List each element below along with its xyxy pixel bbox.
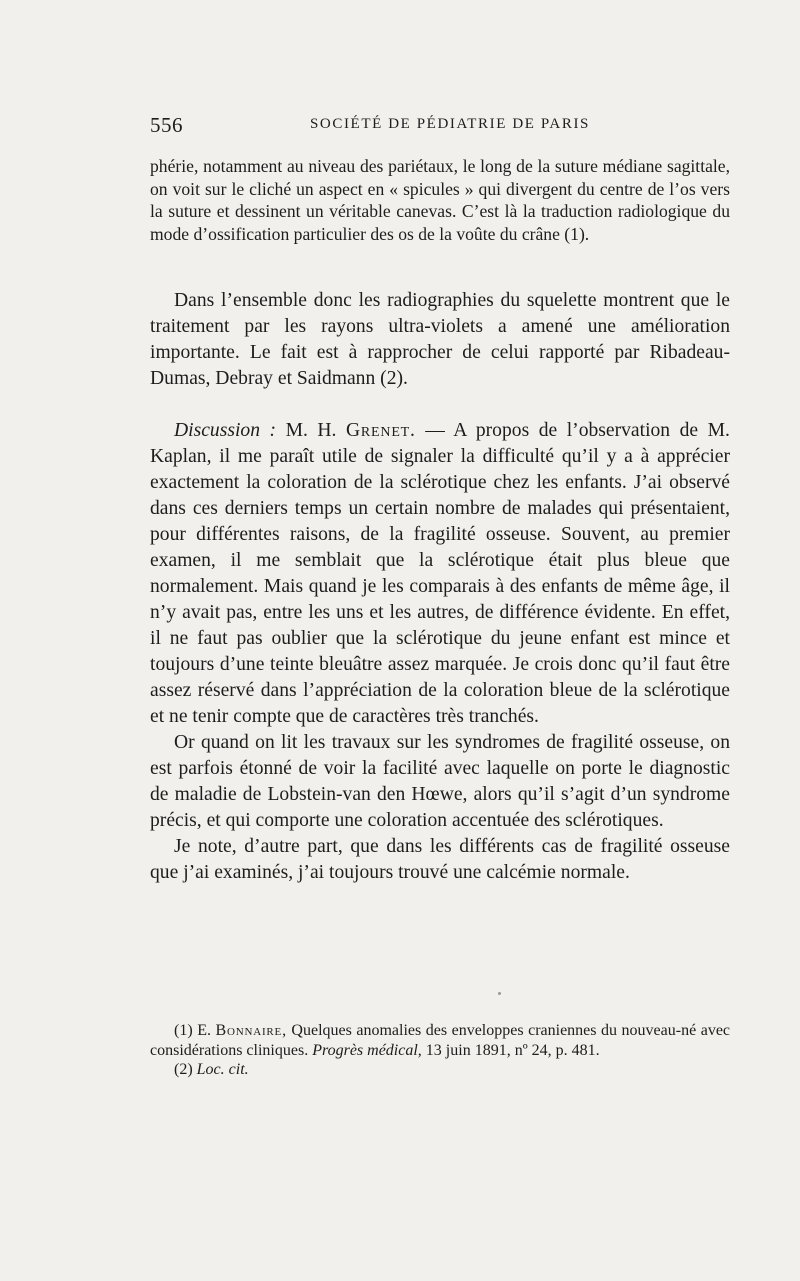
footnote-1	[150, 1021, 730, 1060]
page-number: 556	[150, 113, 183, 137]
footnote-1-initial: E.	[197, 1022, 211, 1039]
running-title: SOCIÉTÉ DE PÉDIATRIE DE PARIS	[309, 116, 591, 132]
discussion-paragraph	[150, 418, 730, 730]
footnote-1-title: Quelques anomalies des enveloppes craniennes du nouveau-né avec considérations cliniques.	[150, 1022, 731, 1059]
speaker-prefix: M. H.	[285, 420, 337, 441]
footnote-1-journal: Progrès médical,	[312, 1041, 422, 1059]
footnote-2-marker: (2)	[174, 1061, 193, 1078]
footnote-2	[150, 1060, 730, 1080]
page-header	[150, 113, 730, 143]
speaker-name: Grenet.	[345, 420, 416, 441]
paragraph-4: Or quand on lit les travaux sur les syndromes de fragilité osseuse, on est parfois étonné de voir la facilité avec laquelle on porte le diagnostic de maladie de Lobstein-van den Hœwe, alors qu’il s’agit d’un syndrome précis, et qui comporte une coloration accentuée des sclérotiques.	[150, 732, 730, 831]
continued-paragraph	[150, 155, 730, 246]
footnote-2-text: Loc. cit.	[196, 1061, 249, 1078]
footnotes	[150, 1021, 730, 1080]
paragraph-1: phérie, notamment au niveau des pariétaux, le long de la suture médiane sagittale, on voit sur le cliché un aspect en « spicules » qui divergent du centre de l’os vers la suture et dessinent un véritable canevas. C’est là la traduction radiologique du mode d’ossification particulier des os de la voûte du crâne (1).	[150, 156, 730, 245]
discussion-text: — A propos de l’observation de M. Kaplan, il me paraît utile de signaler la difficulté qu’il y a à apprécier exactement la coloration de la sclérotique chez les enfants. J’ai observé dans ces derniers temps un certain nombre de malades qui présentaient, pour différentes raisons, de la fragilité osseuse. Souvent, au premier examen, il me semblait que la sclérotique était plus bleue que normalement. Mais quand je les comparais à des enfants de même âge, il n’y avait pas, entre les uns et les autres, de différence évidente. En effet, il ne faut pas oublier que la sclérotique du jeune enfant est mince et toujours d’une teinte bleuâtre assez marquée. Je crois donc qu’il faut être assez réservé dans l’appréciation de la coloration bleue de la sclérotique et ne tenir compte que de caractères très tranchés.	[150, 420, 730, 727]
ink-dot	[498, 992, 501, 995]
paragraph-2: Dans l’ensemble donc les radiographies du squelette montrent que le traitement par les rayons ultra-violets a amené une amélioration importante. Le fait est à rapprocher de celui rapporté par Ribadeau-Dumas, Debray et Saidmann (2).	[150, 290, 730, 389]
main-text	[150, 288, 730, 886]
footnote-1-author: Bonnaire,	[215, 1022, 287, 1039]
discussion-label: Discussion :	[174, 420, 277, 441]
footnote-1-marker: (1)	[174, 1022, 193, 1039]
paragraph-5: Je note, d’autre part, que dans les différents cas de fragilité osseuse que j’ai examinés, j’ai toujours trouvé une calcémie normale.	[150, 836, 730, 883]
footnote-1-ref: 13 juin 1891, nº 24, p. 481.	[425, 1041, 600, 1059]
